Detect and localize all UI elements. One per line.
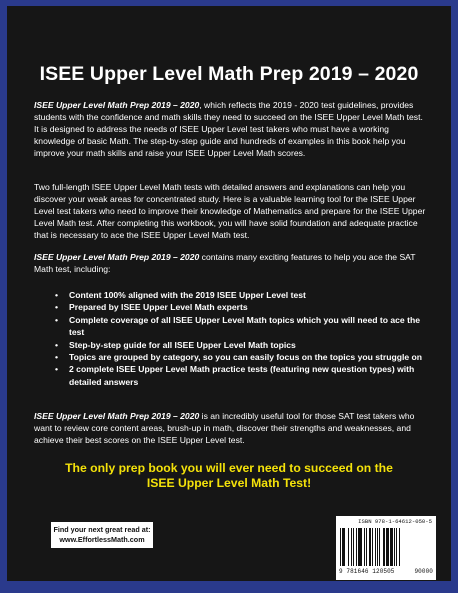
paragraph-text: , which reflects the 2019 - 2020 test guidelines, provides students with the confidence and math skills they need to succeed on the ISEE Upper Level Math test. It is designed to address the needs of ISEE Upper Level test takers who must have a working knowledge of basic Math. The step-by-step guide and hundreds of examples in this book help you improve your math skills and raise your ISEE Upper Level Math scores. [34,100,423,158]
bullet-icon: • [55,290,59,300]
barcode-digits: 9 781646 120505 90000 [339,568,433,575]
promo-website: www.EffortlessMath.com [59,535,145,544]
bullet-icon: • [55,302,59,313]
book-name-emphasis: ISEE Upper Level Math Prep 2019 – 2020 [34,100,200,110]
description-paragraph-1 [34,99,428,159]
isbn-label: ISBN 978-1-64612-050-5 [358,518,432,525]
promo-text: Find your next great read at: [53,525,151,534]
feature-item: • Step-by-step guide for all ISEE Upper Level Math topics [55,339,296,350]
back-cover [7,6,451,581]
feature-list [55,289,433,388]
bullet-icon: • [55,352,59,363]
book-name-emphasis: ISEE Upper Level Math Prep 2019 – 2020 [34,411,200,421]
description-paragraph-4 [34,410,428,446]
feature-item: • 2 complete ISEE Upper Level Math practice tests (featuring new question types) with detailed answers [55,364,415,387]
feature-item: • Prepared by ISEE Upper Level Math experts [55,302,248,313]
bullet-icon: • [55,364,59,375]
barcode-box [336,516,436,580]
tagline-line-2: ISEE Upper Level Math Test! [146,476,312,490]
bullet-icon: • [55,314,59,325]
website-promo-box [51,522,153,548]
paragraph-text: is an incredibly useful tool for those SAT test takers who want to review core content areas, brush-up in math, discover their strengths and weaknesses, and achieve their best scores on the ISEE Upper Level test. [34,411,415,445]
tagline-line-1: The only prep book you will ever need to succeed on the [65,461,393,475]
paragraph-text: Two full-length ISEE Upper Level Math tests with detailed answers and explanations can help you discover your weak areas for concentrated study. Here is a valuable learning tool for the ISEE Upper Level test takers who need to improve their knowledge of Mathematics and prepare for the ISEE Upper Level Math test. After completing this workbook, you will have solid foundation and adequate practice that is necessary to ace the ISEE Upper Level Math test. [34,182,426,240]
book-title: ISEE Upper Level Math Prep 2019 – 2020 [39,63,419,85]
feature-item: • Complete coverage of all ISEE Upper Level Math topics which you will need to ace the test [55,314,420,338]
feature-item: • Content 100% aligned with the 2019 ISEE Upper Level test [55,290,306,300]
paragraph-text: contains many exciting features to help you ace the SAT Math test, including: [34,252,416,274]
tagline [7,461,451,491]
feature-item: • Topics are grouped by category, so you can easily focus on the topics you struggle on [55,352,423,363]
book-name-emphasis: ISEE Upper Level Math Prep 2019 – 2020 [34,252,200,262]
price-code: 90000 [414,568,433,575]
barcode-icon [340,528,432,566]
description-paragraph-2 [34,181,428,241]
barcode-gap [400,528,401,566]
bullet-icon: • [55,339,59,350]
description-paragraph-3 [34,251,428,275]
